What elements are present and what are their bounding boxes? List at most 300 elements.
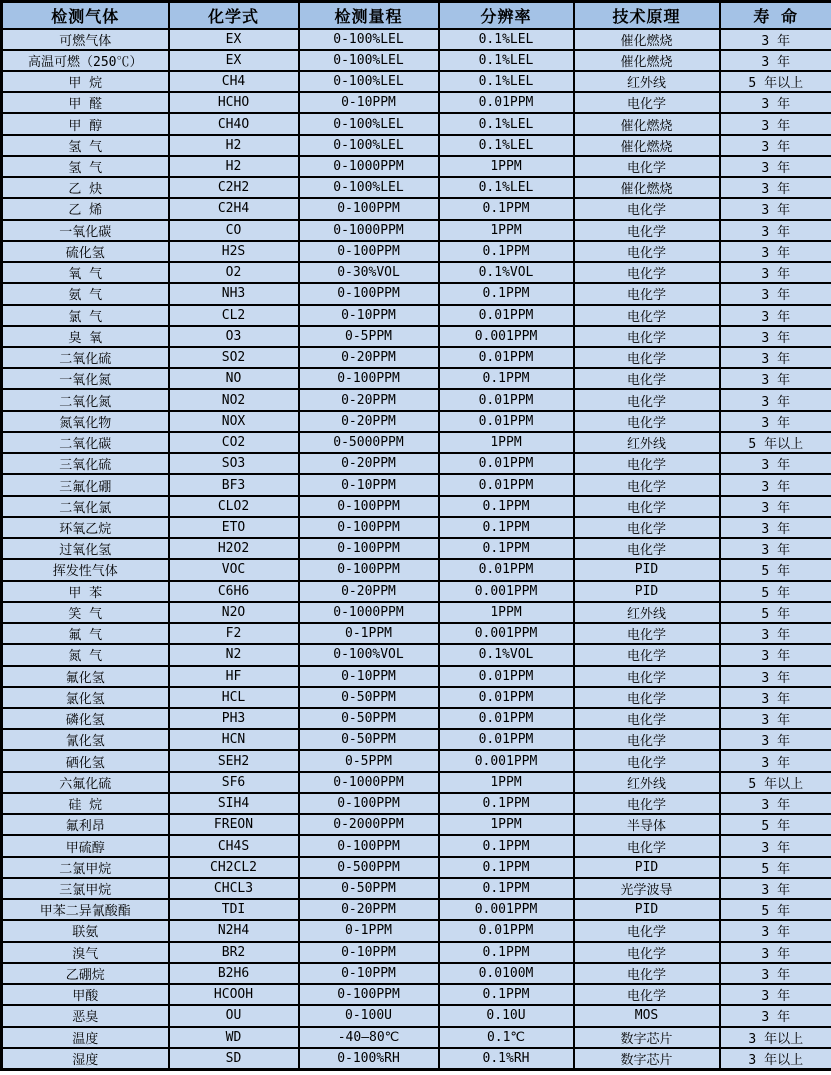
cell-formula: H2 xyxy=(169,135,299,156)
cell-resolution: 0.001PPM xyxy=(439,581,574,602)
cell-range: 0-5PPM xyxy=(299,326,439,347)
cell-principle: 红外线 xyxy=(574,602,720,623)
cell-resolution: 0.1PPM xyxy=(439,517,574,538)
cell-range: 0-1000PPM xyxy=(299,156,439,177)
cell-lifespan: 5 年以上 xyxy=(720,772,831,793)
cell-principle: 数字芯片 xyxy=(574,1048,720,1070)
cell-formula: PH3 xyxy=(169,708,299,729)
cell-principle: 电化学 xyxy=(574,729,720,750)
cell-gas: 甲酸 xyxy=(2,984,169,1005)
table-row xyxy=(2,857,831,878)
cell-resolution: 0.1%VOL xyxy=(439,262,574,283)
cell-gas: 六氟化硫 xyxy=(2,772,169,793)
cell-resolution: 0.001PPM xyxy=(439,899,574,920)
cell-gas: 氟化氢 xyxy=(2,666,169,687)
cell-lifespan: 3 年 xyxy=(720,92,831,113)
cell-principle: PID xyxy=(574,559,720,580)
cell-formula: SD xyxy=(169,1048,299,1070)
cell-lifespan: 3 年 xyxy=(720,135,831,156)
cell-resolution: 0.001PPM xyxy=(439,623,574,644)
cell-gas: 氰化氢 xyxy=(2,729,169,750)
cell-principle: 电化学 xyxy=(574,92,720,113)
column-header-lifespan: 寿 命 xyxy=(720,2,831,29)
cell-lifespan: 3 年 xyxy=(720,305,831,326)
cell-range: 0-100PPM xyxy=(299,538,439,559)
table-row xyxy=(2,793,831,814)
cell-principle: 电化学 xyxy=(574,389,720,410)
cell-range: 0-10PPM xyxy=(299,666,439,687)
cell-principle: 电化学 xyxy=(574,241,720,262)
cell-formula: F2 xyxy=(169,623,299,644)
cell-lifespan: 5 年以上 xyxy=(720,71,831,92)
table-row xyxy=(2,687,831,708)
cell-range: 0-100PPM xyxy=(299,368,439,389)
cell-gas: 恶臭 xyxy=(2,1005,169,1026)
table-row xyxy=(2,602,831,623)
table-row xyxy=(2,326,831,347)
cell-gas: 三氟化硼 xyxy=(2,474,169,495)
cell-range: 0-100%LEL xyxy=(299,177,439,198)
cell-resolution: 0.001PPM xyxy=(439,750,574,771)
cell-lifespan: 3 年 xyxy=(720,262,831,283)
cell-formula: NO xyxy=(169,368,299,389)
table-row xyxy=(2,453,831,474)
table-row xyxy=(2,644,831,665)
cell-resolution: 0.1PPM xyxy=(439,793,574,814)
cell-gas: 甲 烷 xyxy=(2,71,169,92)
cell-gas: 一氧化碳 xyxy=(2,220,169,241)
cell-formula: VOC xyxy=(169,559,299,580)
table-header xyxy=(2,2,831,29)
cell-resolution: 0.1PPM xyxy=(439,878,574,899)
cell-gas: 乙 烯 xyxy=(2,198,169,219)
cell-resolution: 0.1PPM xyxy=(439,198,574,219)
table-body xyxy=(2,29,831,1070)
cell-gas: 甲 苯 xyxy=(2,581,169,602)
cell-range: 0-100PPM xyxy=(299,517,439,538)
cell-range: 0-1PPM xyxy=(299,623,439,644)
cell-gas: 联氨 xyxy=(2,920,169,941)
cell-principle: 光学波导 xyxy=(574,878,720,899)
cell-formula: B2H6 xyxy=(169,963,299,984)
cell-principle: 电化学 xyxy=(574,517,720,538)
cell-range: 0-10PPM xyxy=(299,474,439,495)
table-row xyxy=(2,177,831,198)
table-row xyxy=(2,241,831,262)
cell-lifespan: 3 年 xyxy=(720,453,831,474)
cell-gas: 氢 气 xyxy=(2,156,169,177)
cell-resolution: 0.1℃ xyxy=(439,1027,574,1048)
table-row xyxy=(2,772,831,793)
cell-principle: 电化学 xyxy=(574,750,720,771)
cell-range: 0-100%LEL xyxy=(299,29,439,50)
cell-lifespan: 3 年 xyxy=(720,687,831,708)
cell-principle: 电化学 xyxy=(574,453,720,474)
cell-range: 0-10PPM xyxy=(299,963,439,984)
cell-lifespan: 3 年 xyxy=(720,942,831,963)
table-row xyxy=(2,305,831,326)
table-row xyxy=(2,389,831,410)
cell-principle: 电化学 xyxy=(574,305,720,326)
cell-resolution: 1PPM xyxy=(439,220,574,241)
table-row xyxy=(2,1048,831,1070)
table-row xyxy=(2,113,831,134)
cell-formula: CL2 xyxy=(169,305,299,326)
cell-gas: 挥发性气体 xyxy=(2,559,169,580)
table-row xyxy=(2,708,831,729)
cell-gas: 硒化氢 xyxy=(2,750,169,771)
cell-resolution: 0.01PPM xyxy=(439,559,574,580)
cell-resolution: 0.01PPM xyxy=(439,411,574,432)
cell-gas: 笑 气 xyxy=(2,602,169,623)
cell-lifespan: 3 年 xyxy=(720,283,831,304)
cell-formula: HF xyxy=(169,666,299,687)
cell-principle: 数字芯片 xyxy=(574,1027,720,1048)
cell-lifespan: 3 年以上 xyxy=(720,1027,831,1048)
cell-resolution: 0.1PPM xyxy=(439,942,574,963)
cell-range: 0-20PPM xyxy=(299,581,439,602)
cell-lifespan: 3 年 xyxy=(720,113,831,134)
cell-lifespan: 3 年 xyxy=(720,220,831,241)
cell-formula: HCL xyxy=(169,687,299,708)
cell-gas: 氢 气 xyxy=(2,135,169,156)
cell-principle: 催化燃烧 xyxy=(574,113,720,134)
cell-resolution: 1PPM xyxy=(439,432,574,453)
cell-lifespan: 3 年 xyxy=(720,750,831,771)
cell-resolution: 0.1PPM xyxy=(439,241,574,262)
cell-range: -40—80℃ xyxy=(299,1027,439,1048)
table-row xyxy=(2,135,831,156)
cell-gas: 二氧化碳 xyxy=(2,432,169,453)
cell-range: 0-30%VOL xyxy=(299,262,439,283)
cell-lifespan: 3 年 xyxy=(720,729,831,750)
table-row xyxy=(2,411,831,432)
table-row xyxy=(2,878,831,899)
cell-principle: 催化燃烧 xyxy=(574,29,720,50)
cell-principle: 电化学 xyxy=(574,347,720,368)
cell-principle: 电化学 xyxy=(574,283,720,304)
cell-formula: SEH2 xyxy=(169,750,299,771)
cell-lifespan: 5 年 xyxy=(720,559,831,580)
cell-lifespan: 5 年 xyxy=(720,814,831,835)
cell-gas: 溴气 xyxy=(2,942,169,963)
cell-range: 0-100%LEL xyxy=(299,71,439,92)
cell-resolution: 0.1PPM xyxy=(439,368,574,389)
cell-lifespan: 3 年 xyxy=(720,496,831,517)
cell-range: 0-1000PPM xyxy=(299,602,439,623)
cell-resolution: 0.1%LEL xyxy=(439,135,574,156)
table-row xyxy=(2,262,831,283)
cell-formula: N2O xyxy=(169,602,299,623)
table-row xyxy=(2,368,831,389)
cell-gas: 臭 氧 xyxy=(2,326,169,347)
cell-principle: 电化学 xyxy=(574,942,720,963)
cell-resolution: 0.1%LEL xyxy=(439,113,574,134)
column-header-formula: 化学式 xyxy=(169,2,299,29)
cell-resolution: 0.0100M xyxy=(439,963,574,984)
cell-gas: 氮氧化物 xyxy=(2,411,169,432)
table-row xyxy=(2,156,831,177)
cell-principle: 电化学 xyxy=(574,474,720,495)
cell-resolution: 0.1%LEL xyxy=(439,177,574,198)
cell-resolution: 0.01PPM xyxy=(439,305,574,326)
cell-formula: HCOOH xyxy=(169,984,299,1005)
cell-gas: 二氧化氮 xyxy=(2,389,169,410)
cell-lifespan: 3 年 xyxy=(720,708,831,729)
cell-gas: 硅 烷 xyxy=(2,793,169,814)
cell-formula: NH3 xyxy=(169,283,299,304)
cell-gas: 温度 xyxy=(2,1027,169,1048)
cell-range: 0-10PPM xyxy=(299,305,439,326)
cell-range: 0-2000PPM xyxy=(299,814,439,835)
cell-range: 0-50PPM xyxy=(299,729,439,750)
cell-range: 0-100PPM xyxy=(299,793,439,814)
cell-lifespan: 3 年 xyxy=(720,1005,831,1026)
table-row xyxy=(2,984,831,1005)
cell-lifespan: 3 年 xyxy=(720,835,831,856)
cell-formula: HCN xyxy=(169,729,299,750)
cell-gas: 甲 醇 xyxy=(2,113,169,134)
cell-gas: 甲 醛 xyxy=(2,92,169,113)
cell-resolution: 0.01PPM xyxy=(439,729,574,750)
cell-formula: N2 xyxy=(169,644,299,665)
cell-lifespan: 3 年 xyxy=(720,198,831,219)
cell-lifespan: 3 年 xyxy=(720,878,831,899)
cell-range: 0-100%LEL xyxy=(299,50,439,71)
cell-gas: 一氧化氮 xyxy=(2,368,169,389)
cell-formula: SO3 xyxy=(169,453,299,474)
cell-formula: OU xyxy=(169,1005,299,1026)
cell-principle: 电化学 xyxy=(574,411,720,432)
cell-range: 0-100PPM xyxy=(299,835,439,856)
cell-formula: NO2 xyxy=(169,389,299,410)
table-row xyxy=(2,1005,831,1026)
cell-formula: O2 xyxy=(169,262,299,283)
cell-principle: 电化学 xyxy=(574,368,720,389)
cell-lifespan: 3 年 xyxy=(720,920,831,941)
cell-range: 0-100PPM xyxy=(299,559,439,580)
column-header-principle: 技术原理 xyxy=(574,2,720,29)
table-row xyxy=(2,71,831,92)
cell-principle: 电化学 xyxy=(574,666,720,687)
cell-gas: 二氧化硫 xyxy=(2,347,169,368)
cell-resolution: 1PPM xyxy=(439,156,574,177)
cell-gas: 氯化氢 xyxy=(2,687,169,708)
table-row xyxy=(2,899,831,920)
cell-resolution: 0.01PPM xyxy=(439,687,574,708)
cell-range: 0-100PPM xyxy=(299,283,439,304)
cell-range: 0-50PPM xyxy=(299,878,439,899)
table-row xyxy=(2,666,831,687)
cell-principle: PID xyxy=(574,899,720,920)
cell-range: 0-20PPM xyxy=(299,347,439,368)
cell-gas: 可燃气体 xyxy=(2,29,169,50)
cell-lifespan: 3 年 xyxy=(720,538,831,559)
cell-lifespan: 3 年 xyxy=(720,241,831,262)
cell-formula: H2O2 xyxy=(169,538,299,559)
cell-principle: 半导体 xyxy=(574,814,720,835)
cell-range: 0-1000PPM xyxy=(299,772,439,793)
cell-formula: BR2 xyxy=(169,942,299,963)
cell-range: 0-100PPM xyxy=(299,496,439,517)
cell-range: 0-50PPM xyxy=(299,687,439,708)
cell-formula: WD xyxy=(169,1027,299,1048)
cell-lifespan: 5 年以上 xyxy=(720,432,831,453)
cell-range: 0-100%LEL xyxy=(299,135,439,156)
cell-formula: C2H4 xyxy=(169,198,299,219)
cell-range: 0-100%VOL xyxy=(299,644,439,665)
table-row xyxy=(2,50,831,71)
cell-resolution: 0.1PPM xyxy=(439,538,574,559)
cell-range: 0-100PPM xyxy=(299,198,439,219)
cell-principle: 催化燃烧 xyxy=(574,50,720,71)
cell-principle: 电化学 xyxy=(574,708,720,729)
cell-lifespan: 3 年 xyxy=(720,474,831,495)
cell-gas: 乙硼烷 xyxy=(2,963,169,984)
cell-lifespan: 3 年 xyxy=(720,666,831,687)
cell-formula: CO xyxy=(169,220,299,241)
cell-range: 0-20PPM xyxy=(299,389,439,410)
cell-range: 0-10PPM xyxy=(299,92,439,113)
cell-lifespan: 3 年 xyxy=(720,793,831,814)
cell-gas: 甲硫醇 xyxy=(2,835,169,856)
cell-range: 0-5PPM xyxy=(299,750,439,771)
cell-resolution: 0.1PPM xyxy=(439,283,574,304)
cell-range: 0-1000PPM xyxy=(299,220,439,241)
table-row xyxy=(2,283,831,304)
table-row xyxy=(2,963,831,984)
cell-principle: 电化学 xyxy=(574,793,720,814)
cell-principle: 电化学 xyxy=(574,963,720,984)
table-row xyxy=(2,623,831,644)
cell-range: 0-50PPM xyxy=(299,708,439,729)
cell-principle: 电化学 xyxy=(574,687,720,708)
table-row xyxy=(2,559,831,580)
cell-principle: 电化学 xyxy=(574,220,720,241)
cell-lifespan: 3 年 xyxy=(720,156,831,177)
cell-range: 0-100PPM xyxy=(299,241,439,262)
cell-range: 0-100%LEL xyxy=(299,113,439,134)
cell-principle: 电化学 xyxy=(574,623,720,644)
cell-lifespan: 5 年 xyxy=(720,602,831,623)
cell-principle: 红外线 xyxy=(574,432,720,453)
cell-resolution: 1PPM xyxy=(439,814,574,835)
table-row xyxy=(2,347,831,368)
cell-lifespan: 3 年 xyxy=(720,411,831,432)
cell-principle: 催化燃烧 xyxy=(574,135,720,156)
cell-gas: 高温可燃（250℃） xyxy=(2,50,169,71)
cell-formula: CO2 xyxy=(169,432,299,453)
cell-lifespan: 3 年 xyxy=(720,50,831,71)
table-row xyxy=(2,729,831,750)
cell-range: 0-20PPM xyxy=(299,411,439,432)
cell-gas: 甲苯二异氰酸酯 xyxy=(2,899,169,920)
cell-range: 0-20PPM xyxy=(299,453,439,474)
cell-resolution: 0.1%RH xyxy=(439,1048,574,1070)
cell-formula: H2 xyxy=(169,156,299,177)
table-row xyxy=(2,432,831,453)
cell-gas: 硫化氢 xyxy=(2,241,169,262)
cell-resolution: 0.01PPM xyxy=(439,389,574,410)
cell-formula: EX xyxy=(169,50,299,71)
cell-resolution: 0.01PPM xyxy=(439,920,574,941)
cell-formula: N2H4 xyxy=(169,920,299,941)
cell-lifespan: 3 年 xyxy=(720,326,831,347)
cell-formula: H2S xyxy=(169,241,299,262)
table-row xyxy=(2,1027,831,1048)
cell-resolution: 0.01PPM xyxy=(439,92,574,113)
cell-resolution: 0.1PPM xyxy=(439,984,574,1005)
cell-formula: CH4S xyxy=(169,835,299,856)
cell-range: 0-500PPM xyxy=(299,857,439,878)
cell-range: 0-100U xyxy=(299,1005,439,1026)
cell-resolution: 0.1%LEL xyxy=(439,29,574,50)
table-row xyxy=(2,581,831,602)
cell-gas: 过氧化氢 xyxy=(2,538,169,559)
cell-lifespan: 3 年 xyxy=(720,347,831,368)
cell-formula: O3 xyxy=(169,326,299,347)
cell-formula: CHCL3 xyxy=(169,878,299,899)
cell-gas: 二氯甲烷 xyxy=(2,857,169,878)
cell-gas: 湿度 xyxy=(2,1048,169,1070)
column-header-range: 检测量程 xyxy=(299,2,439,29)
cell-gas: 氯 气 xyxy=(2,305,169,326)
cell-formula: BF3 xyxy=(169,474,299,495)
cell-resolution: 0.01PPM xyxy=(439,347,574,368)
cell-formula: CLO2 xyxy=(169,496,299,517)
cell-formula: C6H6 xyxy=(169,581,299,602)
cell-lifespan: 5 年 xyxy=(720,857,831,878)
table-row xyxy=(2,198,831,219)
cell-formula: NOX xyxy=(169,411,299,432)
cell-gas: 氟利昂 xyxy=(2,814,169,835)
table-row xyxy=(2,538,831,559)
table-row xyxy=(2,835,831,856)
cell-lifespan: 3 年 xyxy=(720,389,831,410)
cell-resolution: 0.1PPM xyxy=(439,857,574,878)
cell-formula: FREON xyxy=(169,814,299,835)
cell-resolution: 0.1%VOL xyxy=(439,644,574,665)
cell-gas: 氮 气 xyxy=(2,644,169,665)
cell-resolution: 0.1PPM xyxy=(439,835,574,856)
cell-resolution: 0.1%LEL xyxy=(439,71,574,92)
cell-formula: TDI xyxy=(169,899,299,920)
cell-principle: 电化学 xyxy=(574,984,720,1005)
cell-principle: 电化学 xyxy=(574,496,720,517)
cell-resolution: 1PPM xyxy=(439,772,574,793)
cell-formula: SF6 xyxy=(169,772,299,793)
cell-principle: 电化学 xyxy=(574,326,720,347)
column-header-resolution: 分辨率 xyxy=(439,2,574,29)
cell-principle: 电化学 xyxy=(574,835,720,856)
cell-principle: MOS xyxy=(574,1005,720,1026)
cell-gas: 环氧乙烷 xyxy=(2,517,169,538)
cell-lifespan: 3 年以上 xyxy=(720,1048,831,1070)
cell-formula: EX xyxy=(169,29,299,50)
header-row xyxy=(2,2,831,29)
cell-range: 0-100PPM xyxy=(299,984,439,1005)
cell-formula: CH4O xyxy=(169,113,299,134)
cell-gas: 乙 炔 xyxy=(2,177,169,198)
cell-principle: 电化学 xyxy=(574,156,720,177)
cell-principle: PID xyxy=(574,857,720,878)
cell-gas: 氧 气 xyxy=(2,262,169,283)
cell-lifespan: 3 年 xyxy=(720,177,831,198)
column-header-gas: 检测气体 xyxy=(2,2,169,29)
cell-resolution: 1PPM xyxy=(439,602,574,623)
cell-principle: 电化学 xyxy=(574,644,720,665)
cell-formula: CH4 xyxy=(169,71,299,92)
